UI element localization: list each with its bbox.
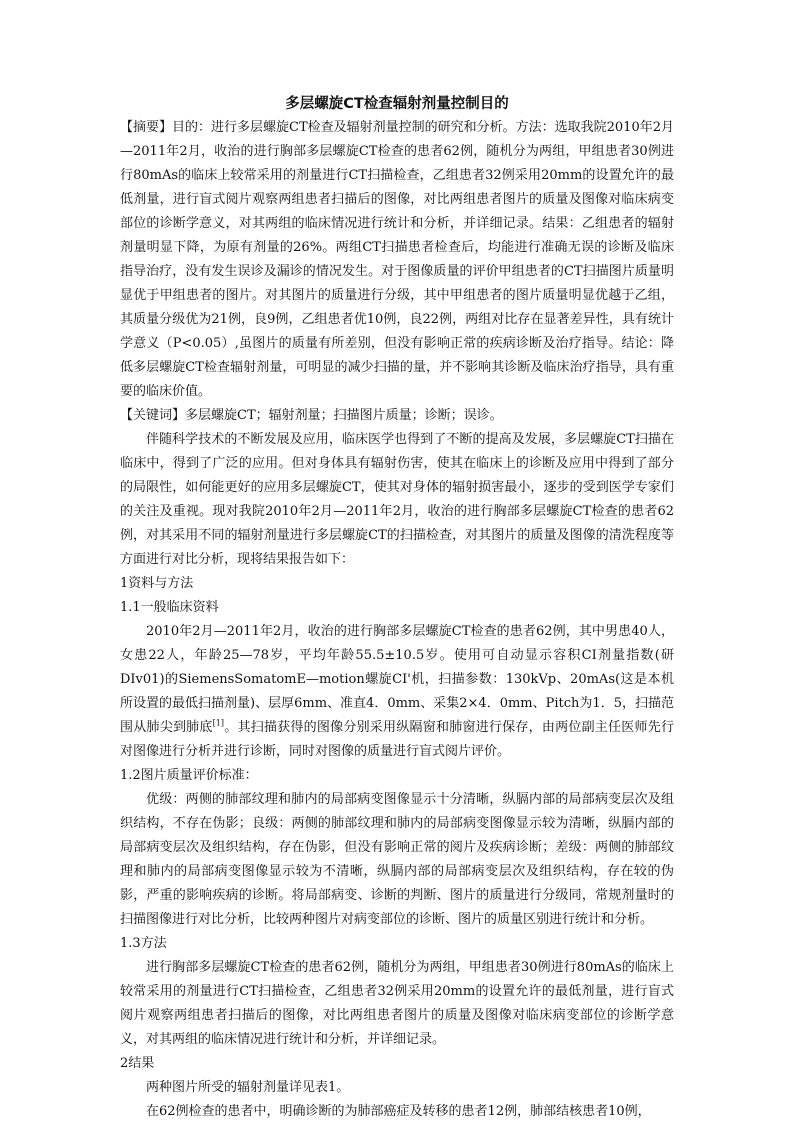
section-heading-1-3: 1.3方法 [120,936,167,951]
paragraph-1-3: 进行胸部多层螺旋CT检查的患者62例，随机分为两组，甲组患者30例进行80mAs的临床上较常采用的剂量进行CT扫描检查，乙组患者32例采用20mm的设置允许的最低剂量，进行盲式阅片观察两组患者扫描后的图像，对比两组患者图片的质量及图像对临床病变部位的诊断学意义，对其两组的临床情况进行统计和分析，并详细记录。 [120,960,674,1047]
document-page [120,92,674,1124]
section-heading-1: 1资料与方法 [120,576,194,591]
paragraph-1-2: 优级：两侧的肺部纹理和肺内的局部病变图像显示十分清晰，纵膈内部的局部病变层次及组织结构，不存在伪影；良级：两侧的肺部纹理和肺内的局部病变图像显示较为清晰，纵膈内部的局部病变层次及组织结构，存在伪影，但没有影响正常的阅片及疾病诊断；差级：两侧的肺部纹理和肺内的局部病变图像显示较为不清晰，纵膈内部的局部病变层次及组织结构，存在较的伪影，严重的影响疾病的诊断。将局部病变、诊断的判断、图片的质量进行分级同，常规剂量时的扫描图像进行对比分析，比较两种图片对病变部位的诊断、图片的质量区别进行统计和分析。 [120,792,674,927]
reference-marker[interactable]: [1] [212,718,224,728]
paragraph-1-1-text-a: 2010年2月—2011年2月，收治的进行胸部多层螺旋CT检查的患者62例，其中男患40人，女患22人，年龄25—78岁，平均年龄55.5±10.5岁。使用可自动显示容积CI剂量指数(研DIv01)的SiemensSomatomE—motion螺旋CI'机，扫描参数：130kVp、20mAs(这是本机所设置的最低扫描剂量)、层厚6mm、准直4．0mm、采集2×4．0mm、Pitch为1．5，扫描范围从肺尖到肺底 [120,624,674,735]
paragraph-2-a: 两种图片所受的辐射剂量详见表1。 [146,1080,350,1095]
paragraph-1-1 [120,620,674,764]
paragraph-1-1-text-b: 。其扫描获得的图像分别采用纵隔窗和肺窗进行保存，由两位副主任医师先行对图像进行分析并进行诊断，同时对图像的质量进行盲式阅片评价。 [120,720,674,759]
keywords-paragraph: 【关键词】多层螺旋CT；辐射剂量；扫描图片质量；诊断；误诊。 [120,408,503,423]
document-title: 多层螺旋CT检查辐射剂量控制目的 [285,96,509,112]
paragraph-2-b: 在62例检查的患者中，明确诊断的为肺部癌症及转移的患者12例，肺部结核患者10例， [146,1104,651,1119]
intro-paragraph: 伴随科学技术的不断发展及应用，临床医学也得到了不断的提高及发展，多层螺旋CT扫描在临床中，得到了广泛的应用。但对身体具有辐射伤害，使其在临床上的诊断及应用中得到了部分的局限性，如何能更好的应用多层螺旋CT，使其对身体的辐射损害最小，逐步的受到医学专家们的关注及重视。现对我院2010年2月—2011年2月，收治的进行胸部多层螺旋CT检查的患者62例，对其采用不同的辐射剂量进行多层螺旋CT的扫描检查，对其图片的质量及图像的清洗程度等方面进行对比分析，现将结果报告如下： [120,432,674,567]
abstract-paragraph: 【摘要】目的：进行多层螺旋CT检查及辐射剂量控制的研究和分析。方法：选取我院2010年2月—2011年2月，收治的进行胸部多层螺旋CT检查的患者62例，随机分为两组，甲组患者30例进行80mAs的临床上较常采用的剂量进行CT扫描检查，乙组患者32例采用20mm的设置允许的最低剂量，进行盲式阅片观察两组患者扫描后的图像，对比两组患者图片的质量及图像对临床病变部位的诊断学意义，对其两组的临床情况进行统计和分析，并详细记录。结果：乙组患者的辐射剂量明显下降，为原有剂量的26%。两组CT扫描患者检查后，均能进行准确无误的诊断及临床指导治疗，没有发生误诊及漏诊的情况发生。对于图像质量的评价甲组患者的CT扫描图片质量明显优于甲组患者的图片。对其图片的质量进行分级，其中甲组患者的图片质量明显优越于乙组，其质量分级优为21例，良9例，乙组患者优10例，良22例，两组对比存在显著差异性，具有统计学意义（P<0.05）,虽图片的质量有所差别，但没有影响正常的疾病诊断及治疗指导。结论：降低多层螺旋CT检查辐射剂量，可明显的减少扫描的量，并不影响其诊断及临床治疗指导，具有重要的临床价值。 [120,120,674,399]
section-heading-1-2: 1.2图片质量评价标准： [120,768,258,783]
section-heading-2: 2结果 [120,1056,155,1071]
section-heading-1-1: 1.1一般临床资料 [120,600,219,615]
